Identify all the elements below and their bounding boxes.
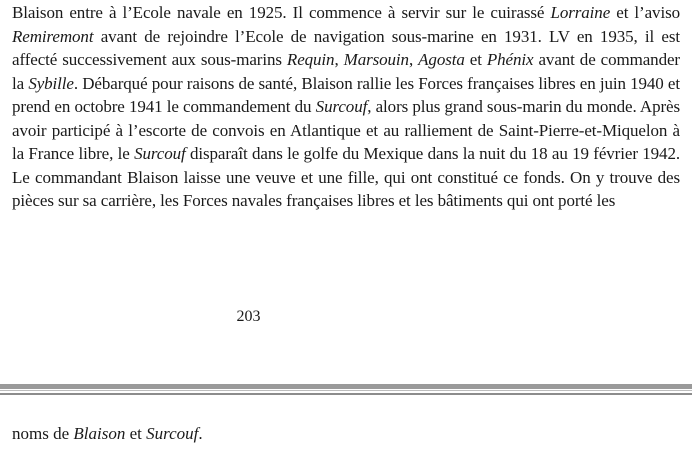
page-number: 203 [236, 308, 261, 325]
text-run: , alors plus grand sous-marin du monde. Après avoir participé à l’escorte de convois en Atlantique et au ralliement de Saint-Pierre-et-Miquelon à la France libre, le [12, 97, 680, 163]
ship-name-surcouf: Surcouf [134, 144, 186, 163]
page-break-divider [0, 384, 692, 398]
ship-name-sybille: Sybille [28, 73, 74, 93]
body-paragraph [12, 1, 680, 213]
text-run: disparaît dans le golfe du Mexique dans la nuit du 18 au 19 février 1942. Le commandant Blaison laisse une veuve et une fille, qui ont constitué ce fonds. On y trouve des pièces sur sa carrière, les Forces navales françaises libres et les bâtiments qui ont porté les [12, 144, 680, 210]
text-run: et [464, 50, 487, 69]
ship-name-phenix: Phénix [486, 50, 534, 69]
text-run: , [334, 50, 344, 69]
ship-name-blaison: Blaison [73, 424, 126, 443]
text-run: . Débarqué pour raisons de santé, Blaison rallie les Forces françaises libres en juin 1940 et prend en octobre 1941 le commandement du [12, 73, 681, 116]
next-page-line [12, 423, 203, 445]
text-run: , [408, 50, 419, 69]
ship-name-agosta: Agosta [418, 50, 465, 69]
ship-name-remiremont: Remiremont [12, 26, 94, 46]
text-run: avant de rejoindre l’Ecole de navigation sous-marine en 1931. LV en 1935, il est affecté successivement aux sous-marins [12, 26, 680, 69]
page-break-rule [0, 393, 692, 395]
ship-name-requin: Requin [286, 50, 335, 69]
ship-name-surcouf: Surcouf [315, 97, 368, 116]
page-break-rule [0, 390, 692, 391]
text-run: et [125, 424, 147, 443]
text-run: . [198, 424, 203, 443]
text-run: Blaison entre à l’Ecole navale en 1925. Il commence à servir sur le cuirassé [12, 3, 551, 22]
text-run: avant de commander la [12, 50, 680, 93]
text-run: noms de [12, 424, 74, 443]
text-run: et l’aviso [610, 3, 680, 22]
ship-name-marsouin: Marsouin [343, 50, 409, 69]
ship-name-lorraine: Lorraine [550, 3, 611, 22]
ship-name-surcouf: Surcouf [146, 424, 199, 443]
page-break-rule [0, 384, 692, 389]
